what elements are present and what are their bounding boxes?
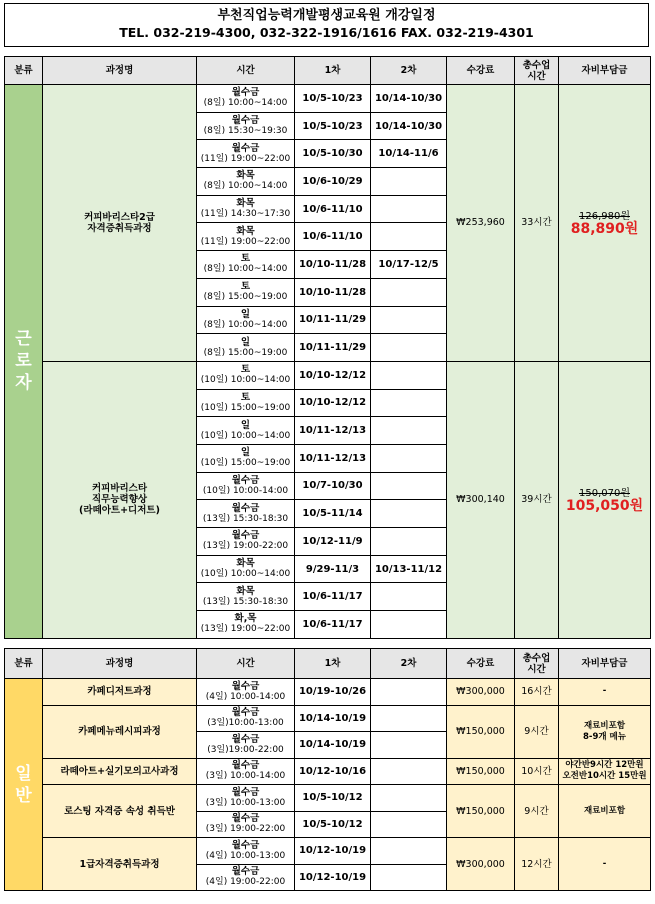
- round-2-dates: [371, 334, 447, 362]
- session-hours: (8일) 15:00~19:00: [203, 347, 288, 358]
- session-time: [197, 334, 295, 362]
- session-hours: (13일) 19:00-22:00: [202, 541, 289, 552]
- column-header-label: 분류: [14, 65, 33, 76]
- text-line: 카페디저트과정: [87, 686, 152, 698]
- text-line: 로스팅 자격증 속성 취득반: [64, 805, 175, 817]
- session-hours: (10일) 10:00-14:00: [202, 485, 289, 496]
- round-1-dates: 10/6-11/10: [295, 223, 371, 251]
- table-row: [5, 758, 651, 785]
- self-pay: [559, 705, 651, 758]
- column-header: [559, 57, 651, 85]
- session-time: [197, 251, 295, 279]
- round-2-dates: [371, 528, 447, 556]
- table-row: [5, 361, 651, 389]
- session-days: 화목: [236, 585, 255, 597]
- round-1-dates: 10/12-11/9: [295, 528, 371, 556]
- session-days: 화목: [236, 198, 255, 210]
- session-days: 토: [240, 281, 251, 293]
- round-1-dates: 10/19-10/26: [295, 679, 371, 706]
- session-days: 일: [240, 336, 251, 348]
- session-time: [197, 361, 295, 389]
- session-days: 화목: [236, 170, 255, 182]
- round-2-dates: [371, 389, 447, 417]
- session-hours: (3일) 10:00-14:00: [205, 771, 286, 782]
- text-line: -: [602, 686, 607, 697]
- course-fee: ₩150,000: [447, 785, 515, 838]
- self-pay: [559, 838, 651, 891]
- session-days: 월수금: [231, 502, 260, 514]
- session-time: [197, 528, 295, 556]
- session-hours: (8일) 15:30~19:30: [203, 126, 288, 137]
- course-fee: ₩150,000: [447, 705, 515, 758]
- column-header: [295, 649, 371, 679]
- round-2-dates: [371, 278, 447, 306]
- course-name: [43, 758, 197, 785]
- round-2-dates: 10/14-10/30: [371, 112, 447, 140]
- session-hours: (10일) 10:00~14:00: [200, 569, 291, 580]
- session-time: [197, 705, 295, 732]
- column-header: [5, 57, 43, 85]
- session-time: [197, 611, 295, 639]
- round-1-dates: 10/10-12/12: [295, 389, 371, 417]
- session-hours: (3일) 19:00-22:00: [205, 824, 286, 835]
- round-1-dates: 10/5-10/30: [295, 140, 371, 168]
- session-time: [197, 223, 295, 251]
- course-name: [43, 785, 197, 838]
- course-note: [559, 721, 650, 743]
- round-2-dates: [371, 785, 447, 812]
- session-time: [197, 85, 295, 113]
- round-1-dates: 10/11-12/13: [295, 444, 371, 472]
- session-hours: (4일) 10:00-13:00: [205, 850, 286, 861]
- round-2-dates: [371, 583, 447, 611]
- session-hours: (10일) 15:00~19:00: [200, 458, 291, 469]
- column-header-label: 1차: [324, 65, 341, 76]
- round-2-dates: [371, 679, 447, 706]
- category-char: 자: [15, 373, 32, 394]
- course-fee: ₩253,960: [447, 85, 515, 362]
- session-days: 월수금: [231, 680, 260, 692]
- course-note: [559, 806, 650, 817]
- text-line: 자격증취득과정: [87, 222, 152, 234]
- session-time: [197, 278, 295, 306]
- self-pay: [559, 85, 651, 362]
- table-header-row: [5, 57, 651, 85]
- column-header: [197, 57, 295, 85]
- round-2-dates: [371, 732, 447, 759]
- column-header: [43, 57, 197, 85]
- session-time: [197, 732, 295, 759]
- round-2-dates: [371, 472, 447, 500]
- session-days: 월수금: [231, 813, 260, 825]
- session-days: 월수금: [231, 707, 260, 719]
- text-line: 야간반9시간 12만원: [565, 760, 644, 771]
- total-hours: 16시간: [515, 679, 559, 706]
- round-2-dates: [371, 168, 447, 196]
- course-note: [559, 859, 650, 870]
- session-time: [197, 555, 295, 583]
- column-header: [5, 649, 43, 679]
- column-header-label: 자비부담금: [581, 65, 628, 76]
- column-header: [295, 57, 371, 85]
- session-time: [197, 389, 295, 417]
- column-header: [515, 57, 559, 85]
- text-line: 8-9개 메뉴: [583, 731, 626, 742]
- session-time: [197, 417, 295, 445]
- session-days: 월수금: [231, 142, 260, 154]
- category-char: 로: [15, 351, 32, 372]
- session-time: [197, 472, 295, 500]
- session-time: [197, 864, 295, 891]
- total-hours: 33시간: [515, 85, 559, 362]
- table-row: [5, 838, 651, 865]
- total-hours: 39시간: [515, 361, 559, 638]
- discounted-price: 88,890원: [570, 220, 639, 237]
- session-time: [197, 195, 295, 223]
- table-row: [5, 85, 651, 113]
- session-time: [197, 306, 295, 334]
- round-1-dates: 10/5-10/12: [295, 785, 371, 812]
- session-hours: (10일) 10:00~14:00: [200, 375, 291, 386]
- column-header-label: 2차: [400, 65, 417, 76]
- text-line: 재료비포함: [583, 805, 626, 816]
- round-1-dates: 9/29-11/3: [295, 555, 371, 583]
- column-header-label: 과정명: [105, 658, 134, 669]
- column-header: [447, 57, 515, 85]
- round-2-dates: [371, 705, 447, 732]
- column-header: [371, 57, 447, 85]
- self-pay: [559, 785, 651, 838]
- course-name: [43, 679, 197, 706]
- session-days: 월수금: [231, 866, 260, 878]
- column-header: [43, 649, 197, 679]
- column-header: [447, 649, 515, 679]
- total-hours: 9시간: [515, 785, 559, 838]
- text-line: 시간: [527, 663, 546, 675]
- round-2-dates: [371, 864, 447, 891]
- session-days: 월수금: [231, 786, 260, 798]
- course-name: [43, 705, 197, 758]
- course-fee: ₩300,000: [447, 679, 515, 706]
- text-line: (라떼아트+디저트): [79, 505, 160, 517]
- course-name: [43, 361, 197, 638]
- session-time: [197, 140, 295, 168]
- category-cell: [5, 85, 43, 639]
- session-hours: (11일) 19:00~22:00: [200, 153, 291, 164]
- text-line: 커피바리스타2급: [84, 211, 155, 223]
- text-line: 총수업: [522, 59, 551, 71]
- round-1-dates: 10/5-10/23: [295, 112, 371, 140]
- round-2-dates: 10/14-10/30: [371, 85, 447, 113]
- session-days: 월수금: [231, 87, 260, 99]
- round-1-dates: 10/10-11/28: [295, 251, 371, 279]
- session-time: [197, 583, 295, 611]
- round-1-dates: 10/14-10/19: [295, 732, 371, 759]
- category-cell: [5, 679, 43, 891]
- session-time: [197, 785, 295, 812]
- round-2-dates: [371, 811, 447, 838]
- text-line: 라떼아트+실기모의고사과정: [60, 765, 179, 777]
- round-2-dates: [371, 444, 447, 472]
- session-days: 화,목: [234, 613, 257, 625]
- session-days: 월수금: [231, 760, 260, 772]
- round-1-dates: 10/10-12/12: [295, 361, 371, 389]
- schedule-header: [4, 3, 649, 47]
- session-hours: (11일) 14:30~17:30: [200, 209, 291, 220]
- round-1-dates: 10/5-11/14: [295, 500, 371, 528]
- course-fee: ₩300,140: [447, 361, 515, 638]
- round-2-dates: [371, 223, 447, 251]
- round-1-dates: 10/11-11/29: [295, 306, 371, 334]
- round-1-dates: 10/5-10/23: [295, 85, 371, 113]
- round-1-dates: 10/6-11/10: [295, 195, 371, 223]
- column-header-label: 1차: [324, 658, 341, 669]
- session-hours: (13일) 15:30-18:30: [202, 596, 289, 607]
- round-2-dates: [371, 838, 447, 865]
- round-2-dates: 10/14-11/6: [371, 140, 447, 168]
- round-1-dates: 10/7-10/30: [295, 472, 371, 500]
- column-header-label: 분류: [14, 658, 33, 669]
- session-hours: (8일) 10:00~14:00: [203, 98, 288, 109]
- text-line: 오전반10시간 15만원: [562, 771, 647, 782]
- round-2-dates: [371, 306, 447, 334]
- total-hours: 12시간: [515, 838, 559, 891]
- course-fee: ₩150,000: [447, 758, 515, 785]
- session-days: 월수금: [231, 530, 260, 542]
- session-hours: (8일) 10:00~14:00: [203, 264, 288, 275]
- table-row: [5, 679, 651, 706]
- text-line: 1급자격증취득과정: [79, 858, 160, 870]
- round-1-dates: 10/11-11/29: [295, 334, 371, 362]
- round-1-dates: 10/6-10/29: [295, 168, 371, 196]
- session-days: 월수금: [231, 115, 260, 127]
- session-days: 일: [240, 308, 251, 320]
- course-name: [43, 838, 197, 891]
- category-char: 일: [15, 763, 32, 784]
- round-1-dates: 10/10-11/28: [295, 278, 371, 306]
- course-name: [43, 85, 197, 362]
- round-1-dates: 10/5-10/12: [295, 811, 371, 838]
- column-header-label: 자비부담금: [581, 658, 628, 669]
- table-row: [5, 705, 651, 732]
- session-hours: (3일)10:00-13:00: [207, 718, 284, 729]
- session-hours: (11일) 19:00~22:00: [200, 236, 291, 247]
- self-pay: [559, 679, 651, 706]
- text-line: -: [602, 858, 607, 869]
- round-1-dates: 10/12-10/16: [295, 758, 371, 785]
- column-header: [515, 649, 559, 679]
- total-hours: 10시간: [515, 758, 559, 785]
- session-hours: (3일)19:00-22:00: [207, 744, 284, 755]
- round-2-dates: [371, 500, 447, 528]
- session-hours: (4일) 19:00-22:00: [205, 877, 286, 888]
- text-line: 시간: [527, 70, 546, 82]
- session-time: [197, 758, 295, 785]
- round-2-dates: [371, 417, 447, 445]
- text-line: 직무능력향상: [91, 494, 148, 506]
- round-2-dates: [371, 758, 447, 785]
- general-schedule-table: [4, 648, 651, 891]
- session-time: [197, 679, 295, 706]
- round-2-dates: [371, 611, 447, 639]
- contact-info: TEL. 032-219-4300, 032-322-1916/1616 FAX. 032-219-4301: [119, 25, 534, 40]
- page-title: 부천직업능력개발평생교육원 개강일정: [217, 8, 436, 23]
- session-days: 토: [240, 364, 251, 376]
- column-header-label: 2차: [400, 658, 417, 669]
- session-days: 월수금: [231, 474, 260, 486]
- column-header-label: 수강료: [466, 65, 495, 76]
- session-hours: (4일) 10:00-14:00: [205, 691, 286, 702]
- session-time: [197, 168, 295, 196]
- original-price: 150,070원: [578, 487, 630, 499]
- text-line: 카페메뉴레시피과정: [78, 726, 161, 737]
- column-header: [371, 649, 447, 679]
- session-hours: (10일) 15:00~19:00: [200, 402, 291, 413]
- round-1-dates: 10/6-11/17: [295, 611, 371, 639]
- discounted-price: 105,050원: [565, 497, 644, 514]
- column-header-label: 시간: [236, 65, 255, 76]
- total-hours: 9시간: [515, 705, 559, 758]
- session-time: [197, 444, 295, 472]
- round-2-dates: 10/17-12/5: [371, 251, 447, 279]
- column-header: [197, 649, 295, 679]
- round-1-dates: 10/6-11/17: [295, 583, 371, 611]
- table-row: [5, 785, 651, 812]
- session-days: 월수금: [231, 839, 260, 851]
- session-days: 일: [240, 447, 251, 459]
- session-hours: (8일) 10:00~14:00: [203, 319, 288, 330]
- course-fee: ₩300,000: [447, 838, 515, 891]
- session-time: [197, 112, 295, 140]
- session-days: 토: [240, 391, 251, 403]
- session-hours: (3일) 10:00-13:00: [205, 797, 286, 808]
- round-1-dates: 10/12-10/19: [295, 838, 371, 865]
- original-price: 126,980원: [578, 210, 630, 222]
- session-hours: (8일) 15:00~19:00: [203, 292, 288, 303]
- round-1-dates: 10/11-12/13: [295, 417, 371, 445]
- session-days: 월수금: [231, 733, 260, 745]
- round-1-dates: 10/12-10/19: [295, 864, 371, 891]
- column-header: [559, 649, 651, 679]
- session-time: [197, 811, 295, 838]
- category-char: 근: [15, 329, 32, 350]
- session-hours: (13일) 19:00~22:00: [200, 624, 291, 635]
- column-header-label: 과정명: [105, 65, 134, 76]
- column-header-label: 시간: [236, 658, 255, 669]
- table-header-row: [5, 649, 651, 679]
- round-2-dates: 10/13-11/12: [371, 555, 447, 583]
- session-hours: (10일) 10:00~14:00: [200, 430, 291, 441]
- session-days: 화목: [236, 558, 255, 570]
- text-line: 재료비포함: [583, 720, 626, 731]
- worker-schedule-table: [4, 56, 651, 639]
- column-header-label: 수강료: [466, 658, 495, 669]
- round-2-dates: [371, 361, 447, 389]
- course-note: [559, 686, 650, 697]
- round-2-dates: [371, 195, 447, 223]
- course-note: [559, 760, 650, 782]
- session-hours: (8일) 10:00~14:00: [203, 181, 288, 192]
- session-time: [197, 838, 295, 865]
- self-pay: [559, 361, 651, 638]
- session-hours: (13일) 15:30-18:30: [202, 513, 289, 524]
- session-days: 화목: [236, 225, 255, 237]
- session-days: 토: [240, 253, 251, 265]
- session-days: 일: [240, 419, 251, 431]
- text-line: 총수업: [522, 652, 551, 664]
- session-time: [197, 500, 295, 528]
- text-line: 커피바리스타: [91, 483, 148, 495]
- category-char: 반: [15, 785, 32, 806]
- self-pay: [559, 758, 651, 785]
- round-1-dates: 10/14-10/19: [295, 705, 371, 732]
